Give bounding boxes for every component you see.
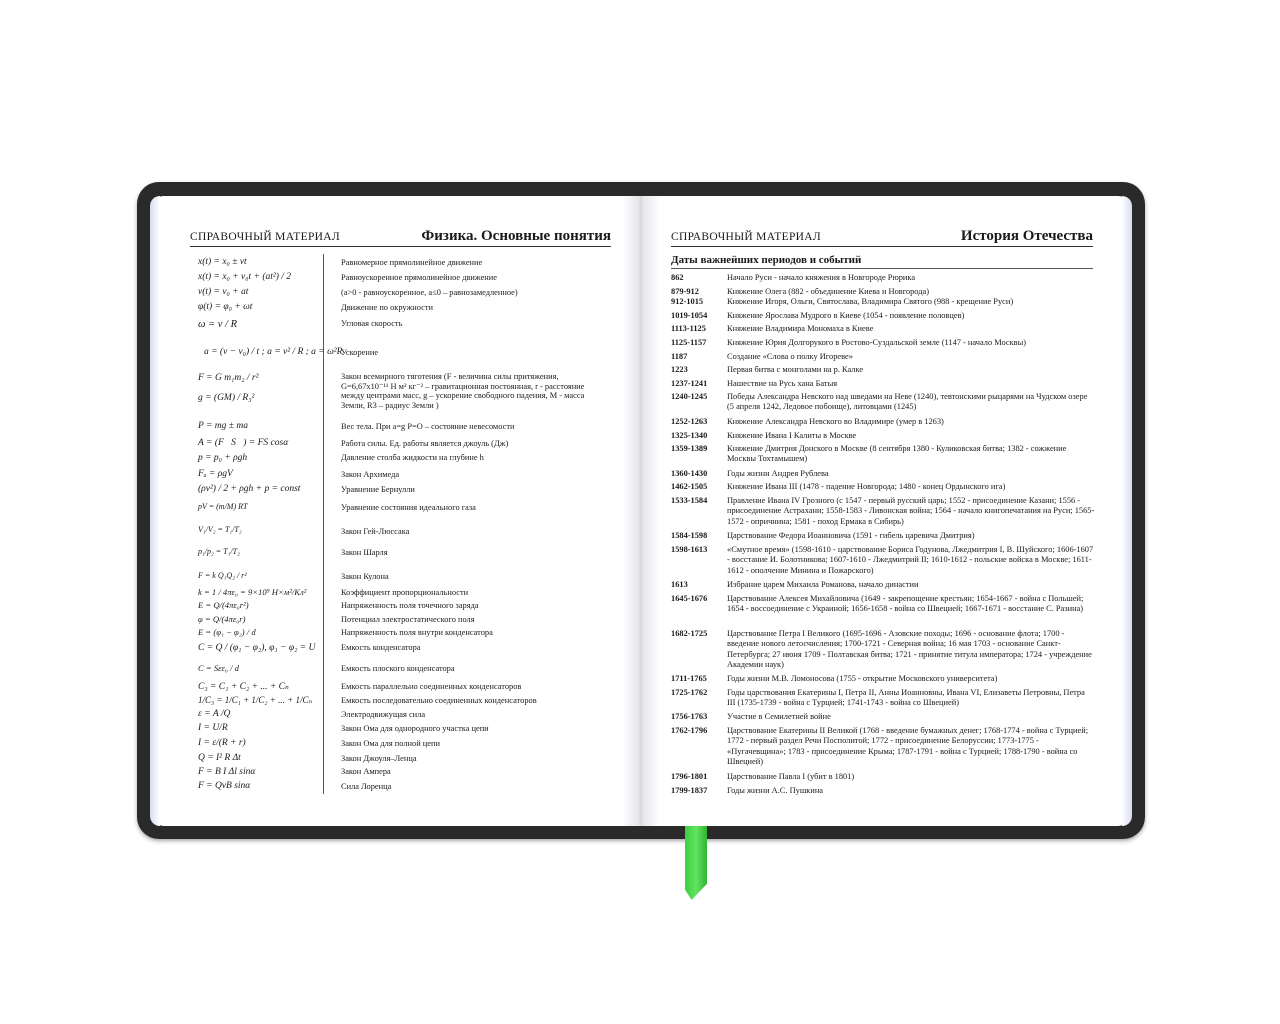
formula-description: Емкость плоского конденсатора xyxy=(341,664,455,673)
formula-description: Напряженность поля внутри конденсатора xyxy=(341,628,493,637)
history-year: 1240-1245 xyxy=(671,392,708,401)
history-event: Победы Александра Невского над шведами на Неве (1240), тевтонскими рыцарями на Чудском озере (5 апреля 1242, Ледовое побоище), литовцами (1245) xyxy=(727,392,1088,412)
history-year: 1762-1796 xyxy=(671,726,708,735)
formula: (ρv²) / 2 + ρgh + p = const xyxy=(198,484,301,494)
history-year: 879-912 xyxy=(671,287,699,296)
formula: a = (v − v₀) / t ; a = v² / R ; a = ω²R xyxy=(204,347,343,357)
history-year: 1756-1763 xyxy=(671,712,708,721)
history-event: Первая битва с монголами на р. Калке xyxy=(727,365,864,374)
left-page-header xyxy=(190,228,611,247)
history-event: Правление Ивана IV Грозного (с 1547 - первый русский царь; 1552 - присоединение Казани; 1556 - присоединение Астрахани; 1558-1583 - Ливонская война; 1564 - начало книгопечатания на Руси; 1565-1572 - опричнина; 1581 - поход Ермака в Сибирь) xyxy=(727,496,1095,526)
formula-description: Емкость последовательно соединенных конденсаторов xyxy=(341,696,537,705)
history-event: Царствование Павла I (убит в 1801) xyxy=(727,772,855,781)
formula-description: Коэффициент пропорциональности xyxy=(341,588,469,597)
formula: C = Sεε₀ / d xyxy=(198,663,239,673)
formula: k = 1 / 4πε₀ = 9×10⁹ Н×м²/Кл² xyxy=(198,587,307,597)
column-divider xyxy=(323,254,324,794)
formula-description: Электродвижущая сила xyxy=(341,710,426,719)
formula-description: Равномерное прямолинейное движение xyxy=(341,258,483,267)
formula-description: Вес тела. При a=g P=O – состояние невесомости xyxy=(341,422,515,431)
history-year: 1645-1676 xyxy=(671,594,708,603)
formula: C = Q / (φ₁ − φ₂), φ₁ − φ₂ = U xyxy=(198,643,316,653)
history-event: Создание «Слова о полку Игореве» xyxy=(727,352,853,361)
formula-description: Емкость конденсатора xyxy=(341,643,421,652)
formula-description: Уравнение состояния идеального газа xyxy=(341,503,476,512)
formula-description: Движение по окружности xyxy=(341,303,434,312)
formula: ω = v / R xyxy=(198,319,237,330)
formula: φ = Q/(4πε₀r) xyxy=(198,614,246,624)
history-year: 1237-1241 xyxy=(671,379,708,388)
history-year: 1725-1762 xyxy=(671,688,708,697)
formula: F = G m₁m₂ / r² xyxy=(198,373,259,383)
formula: C₃ = C₁ + C₂ + ... + Cₙ xyxy=(198,682,289,692)
history-year: 1019-1054 xyxy=(671,311,708,320)
history-year: 1325-1340 xyxy=(671,431,708,440)
formula-description: Закон Ампера xyxy=(341,767,391,776)
history-year: 1360-1430 xyxy=(671,469,708,478)
left-page-edge xyxy=(150,196,160,826)
history-event: Участие в Семилетней войне xyxy=(727,712,831,721)
history-year: 1462-1505 xyxy=(671,482,708,491)
history-year: 1223 xyxy=(671,365,688,374)
formula: V₁/V₂ = T₁/T₂ xyxy=(198,525,242,534)
formula: Fₐ = ρgV xyxy=(198,469,233,479)
history-year: 862 xyxy=(671,273,684,282)
history-event: Царствование Алексея Михайловича (1649 - закрепощение крестьян; 1654-1667 - война с Польшей; 1654 - воссоединение с Украиной; 1656-1658 - война со Швецией; 1667-1671 - восстание С. Разина) xyxy=(727,594,1084,614)
formula-description: Угловая скорость xyxy=(341,319,403,328)
history-year: 1796-1801 xyxy=(671,772,708,781)
history-year: 1598-1613 xyxy=(671,545,708,554)
history-year: 1252-1263 xyxy=(671,417,708,426)
history-year: 1613 xyxy=(671,580,688,589)
right-page-header xyxy=(671,228,1093,247)
formula: I = ε/(R + r) xyxy=(198,738,246,748)
history-event: Княжение Дмитрия Донского в Москве (8 сентября 1380 - Куликовская битва; 1382 - сожжение Москвы Тохтамышем) xyxy=(727,444,1067,464)
history-year: 1682-1725 xyxy=(671,629,708,638)
formula: I = U/R xyxy=(198,723,228,733)
formula: φ(t) = φ₀ + ωt xyxy=(198,302,253,312)
formula: x(t) = x₀ ± vt xyxy=(198,257,247,267)
history-event: Годы жизни А.С. Пушкина xyxy=(727,786,824,795)
history-event: «Смутное время» (1598-1610 - царствование Бориса Годунова, Лжедмитрия I, В. Шуйского; 1606-1607 - восстание И. Болотникова; 1607-1610 - Лжедмитрий II; 1610-1612 - польские войска в Москве; 1611-1612 - ополчение Минина и Пожарского) xyxy=(727,545,1094,575)
formula: F = QvB sinα xyxy=(198,781,251,791)
formula-description: Уравнение Бернулли xyxy=(341,485,415,494)
history-event: Царствование Петра I Великого (1695-1696 - Азовские походы; 1696 - основание флота; 1700 - введение нового летосчисления; 1700-1721 - Северная война; 16 мая 1703 - основание Санкт-Петербурга; 27 июня 1709 - Полтавская битва; 1721 - принятие титула императора; 1724 - учреждение Академии наук) xyxy=(727,629,1092,670)
history-event: Царствование Федора Иоанновича (1591 - гибель царевича Дмитрия) xyxy=(727,531,975,540)
formula: g = (GM) / R₃² xyxy=(198,393,255,403)
formula-description: Закон Ома для однородного участка цепи xyxy=(341,724,489,733)
history-event: Годы царствования Екатерины I, Петра II, Анны Иоанновны, Ивана VI, Елизаветы Петровны, Петра III (1735-1739 - война с Турцией; 1741-1743 - война со Швецией) xyxy=(727,688,1085,708)
bookmark-ribbon xyxy=(685,826,707,900)
formula: v(t) = v₀ + at xyxy=(198,287,249,297)
right-page-title: История Отечества xyxy=(960,228,1093,244)
history-event: Годы жизни Андрея Рублева xyxy=(727,469,829,478)
formula: p = p₀ + ρgh xyxy=(198,453,248,463)
formula-description: Ускорение xyxy=(341,348,379,357)
formula: P = mg ± ma xyxy=(198,421,248,431)
formula: F = k Q₁Q₂ / r² xyxy=(198,571,247,580)
right-section-label: СПРАВОЧНЫЙ МАТЕРИАЛ xyxy=(671,231,821,243)
left-section-label: СПРАВОЧНЫЙ МАТЕРИАЛ xyxy=(190,231,340,243)
formula: pV = (m/M) RT xyxy=(198,502,248,511)
formula-description: Закон Шарля xyxy=(341,548,388,557)
right-page-edge xyxy=(1122,196,1132,826)
history-year: 1359-1389 xyxy=(671,444,708,453)
left-page-title: Физика. Основные понятия xyxy=(421,228,611,244)
history-year: 1125-1157 xyxy=(671,338,707,347)
history-event: Нашествие на Русь хана Батыя xyxy=(727,379,838,388)
history-year: 1533-1584 xyxy=(671,496,708,505)
history-event: Начало Руси - начало княжения в Новгороде Рюрика xyxy=(727,273,916,282)
history-event: Княжение Ярослава Мудрого в Киеве (1054 - появление половцев) xyxy=(727,311,965,320)
formula-description: Закон всемирного тяготения (F - величина силы притяжения, G=6,67x10⁻¹¹ Н м² кг⁻² – гравитационная постоянная, r - расстояние между центрами масс, g – ускорение свободного падения, M - масса Земли, R3 – радиус Земли ) xyxy=(341,372,585,410)
formula: F = B I Δl sinα xyxy=(198,767,256,777)
history-event: Княжение Александра Невского во Владимире (умер в 1263) xyxy=(727,417,944,426)
history-event: Княжение Ивана I Калиты в Москве xyxy=(727,431,857,440)
history-year: 1113-1125 xyxy=(671,324,706,333)
history-event: Царствование Екатерины II Великой (1768 - введение бумажных денег; 1768-1774 - война с Турцией; 1772 - первый раздел Речи Посполитой; 1772 - присоединение Белоруссии; 1773-1775 - «Пугачевщина»; 1783 - присоединение Крыма; 1787-1791 - война с Турцией; 1788-1790 - война со Швецией) xyxy=(727,726,1089,767)
formula: E = Q/(4πε₀r²) xyxy=(198,600,249,610)
formula-description: Потенциал электростатического поля xyxy=(341,615,475,624)
history-subtitle: Даты важнейших периодов и событий xyxy=(671,254,862,266)
history-event: Княжение Владимира Мономаха в Киеве xyxy=(727,324,874,333)
formula-description: Закон Гей-Люссака xyxy=(341,527,410,536)
formula-description: Закон Кулона xyxy=(341,572,389,581)
formula: 1/C₃ = 1/C₁ + 1/C₂ + ... + 1/Cₙ xyxy=(198,695,313,705)
history-event: Избрание царем Михаила Романова, начало династии xyxy=(727,580,919,589)
formula: ε = A /Q xyxy=(198,709,231,719)
history-year: 1584-1598 xyxy=(671,531,708,540)
subtitle-divider xyxy=(671,268,1093,269)
history-year: 1187 xyxy=(671,352,688,361)
formula-description: Напряженность поля точечного заряда xyxy=(341,601,479,610)
formula: Q = I² R Δt xyxy=(198,753,241,763)
formula-description: Емкость параллельно соединенных конденсаторов xyxy=(341,682,522,691)
history-year: 1799-1837 xyxy=(671,786,708,795)
formula: A = (F⃗S⃗) = FS cosα xyxy=(198,438,289,448)
history-event: Годы жизни М.В. Ломоносова (1755 - открытие Московского университета) xyxy=(727,674,998,683)
formula-description: Закон Джоуля–Ленца xyxy=(341,754,417,763)
formula: x(t) = x₀ + v₀t + (at²) / 2 xyxy=(198,272,292,282)
history-year: 912-1015 xyxy=(671,297,704,306)
formula-description: Равноускоренное прямолинейное движение xyxy=(341,273,497,282)
history-year: 1711-1765 xyxy=(671,674,707,683)
formula-description: Давление столба жидкости на глубине h xyxy=(341,453,484,462)
history-event: Княжение Ивана III (1478 - падение Новгорода; 1480 - конец Ордынского ига) xyxy=(727,482,1006,491)
book-gutter xyxy=(622,196,660,826)
history-event: Княжение Игоря, Ольги, Святослава, Владимира Святого (988 - крещение Руси) xyxy=(727,297,1014,306)
formula-description: Закон Ома для полной цепи xyxy=(341,739,440,748)
formula-description: Закон Архимеда xyxy=(341,470,400,479)
formula-description: Сила Лоренца xyxy=(341,782,392,791)
history-event: Княжение Юрия Долгорукого в Ростово-Суздальской земле (1147 - начало Москвы) xyxy=(727,338,1027,347)
history-event: Княжение Олега (882 - объединение Киева и Новгорода) xyxy=(727,287,930,296)
formula: p₁/p₂ = T₁/T₂ xyxy=(198,547,240,556)
formula: E = (φ₁ − φ₂) / d xyxy=(198,627,256,637)
formula-description: Работа силы. Ед. работы является джоуль (Дж) xyxy=(341,439,509,448)
formula-description: (a>0 - равноускоренное, a≤0 – равнозамедленное) xyxy=(341,288,518,297)
